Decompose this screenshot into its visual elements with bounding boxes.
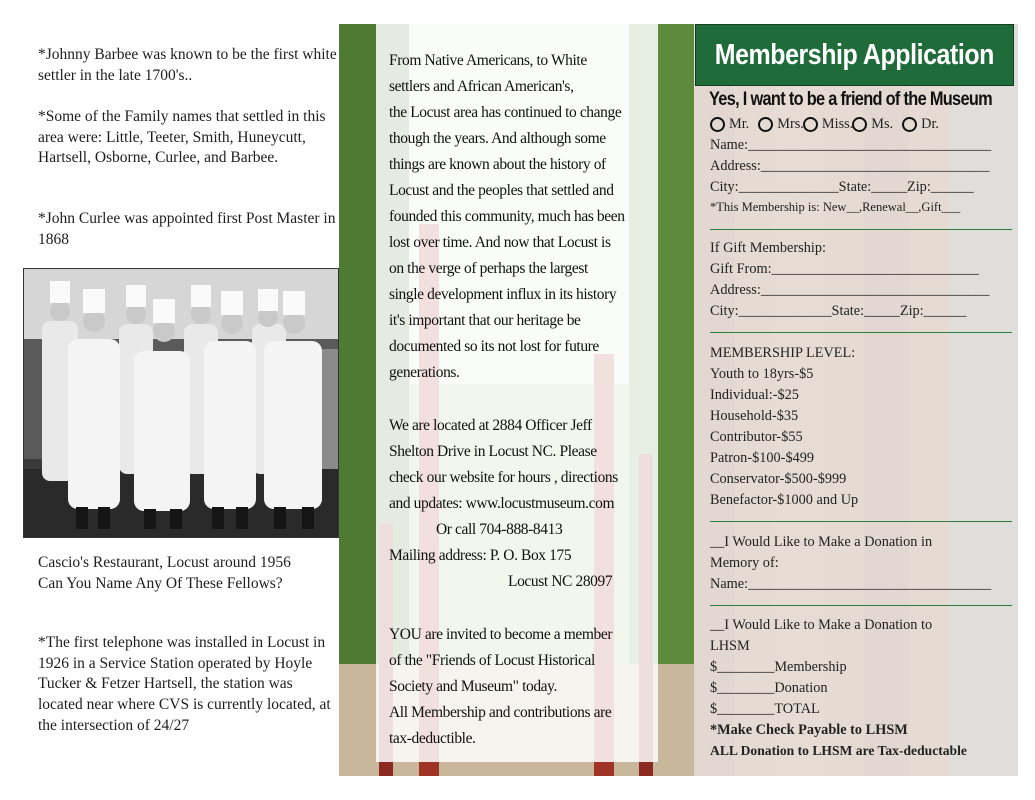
history-line: generations.	[389, 364, 460, 381]
invite-line: All Membership and contributions are	[389, 704, 612, 721]
gift-address-field[interactable]: Address:________________________________	[710, 282, 990, 298]
section-divider	[710, 229, 1012, 230]
history-line: though the years. And although some	[389, 130, 606, 147]
lhsm-label: LHSM	[710, 638, 750, 654]
left-panel	[0, 0, 339, 800]
radio-icon	[803, 117, 818, 132]
title-option-miss[interactable]: Miss.	[803, 116, 853, 133]
history-line: documented so its not lost for future	[389, 338, 599, 355]
location-line: check our website for hours , directions	[389, 469, 618, 486]
level-conservator: Conservator-$500-$999	[710, 471, 847, 487]
membership-banner	[695, 24, 1014, 86]
fact-first-settler: *Johnny Barbee was known to be the first white settler in the late 1700's..	[38, 46, 337, 84]
level-benefactor: Benefactor-$1000 and Up	[710, 492, 859, 508]
title-option-mrs[interactable]: Mrs.	[758, 116, 804, 133]
memory-name-field[interactable]: Name:__________________________________	[710, 576, 992, 592]
historic-chefs-photo	[23, 268, 339, 538]
level-patron: Patron-$100-$499	[710, 450, 815, 466]
memory-of-label: Memory of:	[710, 555, 779, 571]
level-household: Household-$35	[710, 408, 799, 424]
tax-deductible-note: ALL Donation to LHSM are Tax-deductable	[710, 743, 967, 758]
gift-header: If Gift Membership:	[710, 240, 826, 256]
fact-family-names: *Some of the Family names that settled in this area were: Little, Teeter, Smith, Huneycutt, Hartsell, Osborne, Curlee, and Barbee.	[38, 108, 326, 167]
mailing-city: Locust NC 28097	[508, 573, 613, 590]
section-divider	[710, 605, 1012, 606]
history-line: lost over time. And now that Locust is	[389, 234, 611, 251]
membership-type-field[interactable]: *This Membership is: New__,Renewal__,Gift___	[710, 200, 961, 214]
membership-amount-field[interactable]: $________Membership	[710, 659, 847, 675]
history-line: the Locust area has continued to change	[389, 104, 622, 121]
location-line: Shelton Drive in Locust NC. Please	[389, 443, 597, 460]
membership-form-panel	[694, 24, 1018, 776]
photo-caption	[38, 553, 338, 594]
history-line: things are known about the history of	[389, 156, 606, 173]
title-options	[710, 116, 946, 133]
museum-website-link[interactable]: and updates: www.locustmuseum.com	[389, 495, 615, 512]
location-line: We are located at 2884 Officer Jeff	[389, 417, 592, 434]
fact-post-master: *John Curlee was appointed first Post Master in 1868	[38, 210, 336, 248]
section-divider	[710, 332, 1012, 333]
radio-icon	[710, 117, 725, 132]
phone-number: Or call 704-888-8413	[436, 521, 563, 538]
fact-first-telephone: *The first telephone was installed in Locust in 1926 in a Service Station operated by Hoyle Tucker & Fetzer Hartsell, the station was located near where CVS is currently located, at the intersection of 24/27	[38, 634, 331, 734]
invite-line: tax-deductible.	[389, 730, 476, 747]
membership-form	[710, 116, 1012, 776]
gift-from-field[interactable]: Gift From:_____________________________	[710, 261, 979, 277]
invite-line: of the "Friends of Locust Historical	[389, 652, 595, 669]
donation-amount-field[interactable]: $________Donation	[710, 680, 828, 696]
title-option-ms[interactable]: Ms.	[852, 116, 893, 133]
location-paragraph	[389, 413, 659, 595]
banner-title: Membership Application	[714, 38, 995, 71]
history-line: From Native Americans, to White	[389, 52, 587, 69]
radio-icon	[758, 117, 773, 132]
history-line: it's important that our heritage be	[389, 312, 581, 329]
section-divider	[710, 521, 1012, 522]
title-option-dr[interactable]: Dr.	[902, 116, 939, 133]
middle-panel	[339, 24, 694, 776]
radio-icon	[852, 117, 867, 132]
check-payable-note: *Make Check Payable to LHSM	[710, 722, 908, 738]
address-field[interactable]: Address:________________________________	[710, 158, 990, 174]
level-contributor: Contributor-$55	[710, 429, 803, 445]
title-option-mr[interactable]: Mr.	[710, 116, 749, 133]
lhsm-donation-option[interactable]: __I Would Like to Make a Donation to	[710, 617, 933, 633]
history-line: Locust and the peoples that settled and	[389, 182, 614, 199]
level-youth: Youth to 18yrs-$5	[710, 366, 814, 382]
history-line: settlers and African American's,	[389, 78, 574, 95]
city-state-zip-field[interactable]: City:______________State:_____Zip:______	[710, 179, 974, 195]
invite-line: YOU are invited to become a member	[389, 626, 613, 643]
level-individual: Individual:-$25	[710, 387, 799, 403]
history-paragraph	[389, 48, 659, 386]
total-amount-field[interactable]: $________TOTAL	[710, 701, 820, 717]
photo-caption-line2: Can You Name Any Of These Fellows?	[38, 574, 283, 592]
invitation-paragraph	[389, 622, 659, 752]
history-line: single development influx in its history	[389, 286, 617, 303]
photo-caption-line1: Cascio's Restaurant, Locust around 1956	[38, 554, 291, 571]
radio-icon	[902, 117, 917, 132]
gift-city-field[interactable]: City:_____________State:_____Zip:______	[710, 303, 967, 319]
history-line: on the verge of perhaps the largest	[389, 260, 588, 277]
invite-line: Society and Museum" today.	[389, 678, 557, 695]
name-field[interactable]: Name:__________________________________	[710, 137, 992, 153]
memory-donation-option[interactable]: __I Would Like to Make a Donation in	[710, 534, 933, 550]
form-subhead: Yes, I want to be a friend of the Museum	[709, 89, 992, 110]
membership-level-header: MEMBERSHIP LEVEL:	[710, 345, 856, 361]
history-line: founded this community, much has been	[389, 208, 625, 225]
mailing-address: Mailing address: P. O. Box 175	[389, 547, 572, 564]
